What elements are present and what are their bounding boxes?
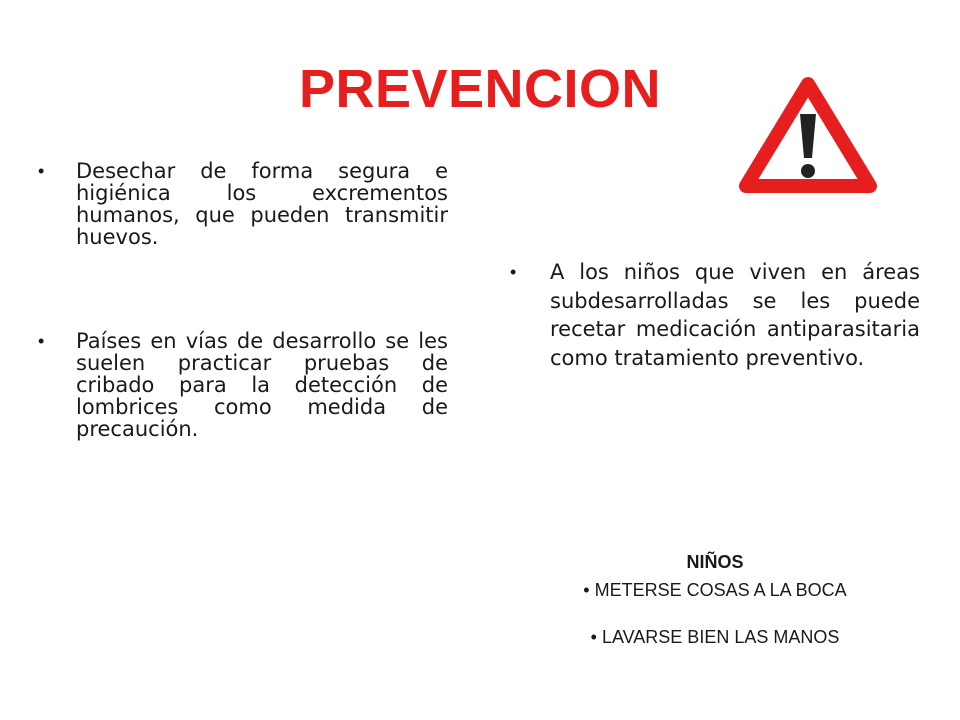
ninos-heading: NIÑOS [686,552,744,572]
warning-triangle-icon [738,76,878,194]
bullet-item: • Desechar de forma segura e higiénica los excrementos humanos, que pueden transmitir huevos. [38,160,448,248]
left-bullet-list [38,160,448,440]
slide-title: PREVENCION [298,59,662,119]
ninos-item: • METERSE COSAS A LA BOCA [583,580,847,600]
right-bullet-list [510,258,920,372]
ninos-item: • LAVARSE BIEN LAS MANOS [590,627,840,647]
ninos-box [530,552,900,648]
bullet-item: • A los niños que viven en áreas subdesarrolladas se les puede recetar medicación antiparasitaria como tratamiento preventivo. [510,258,920,372]
bullet-item: • Países en vías de desarrollo se les suelen practicar pruebas de cribado para la detección de lombrices como medida de precaución. [38,330,448,440]
